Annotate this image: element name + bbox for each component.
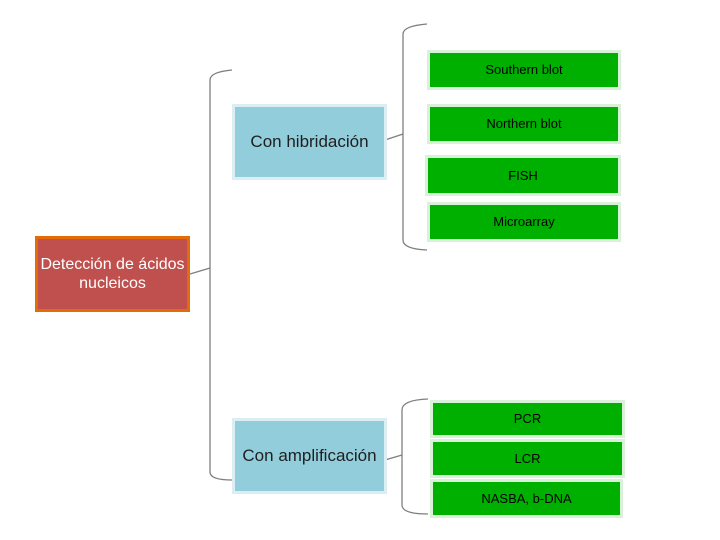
leaf-microarray — [427, 202, 621, 242]
leaf-label: NASBA, b-DNA — [481, 490, 572, 506]
leaf-lcr — [430, 439, 625, 478]
leaf-label: Southern blot — [485, 62, 563, 78]
leaf-pcr — [430, 400, 625, 438]
category-amplification — [232, 418, 387, 494]
hybridization-bracket — [385, 24, 427, 250]
leaf-nasba-bdna — [430, 479, 623, 518]
leaf-label: LCR — [514, 450, 541, 466]
category-hybridization — [232, 104, 387, 180]
leaf-southern-blot — [427, 50, 621, 90]
root-node — [35, 236, 190, 312]
category-amplification-label: Con amplificación — [242, 445, 377, 465]
amplification-bracket — [385, 399, 428, 514]
leaf-northern-blot — [427, 104, 621, 144]
category-hybridization-label: Con hibridación — [250, 131, 369, 151]
leaf-label: FISH — [508, 167, 538, 183]
leaf-label: PCR — [513, 411, 542, 427]
root-label: Detección de ácidos nucleicos — [40, 255, 185, 292]
leaf-fish — [425, 155, 621, 196]
leaf-label: Microarray — [493, 214, 555, 230]
root-bracket — [190, 70, 232, 480]
leaf-label: Northern blot — [486, 116, 562, 132]
